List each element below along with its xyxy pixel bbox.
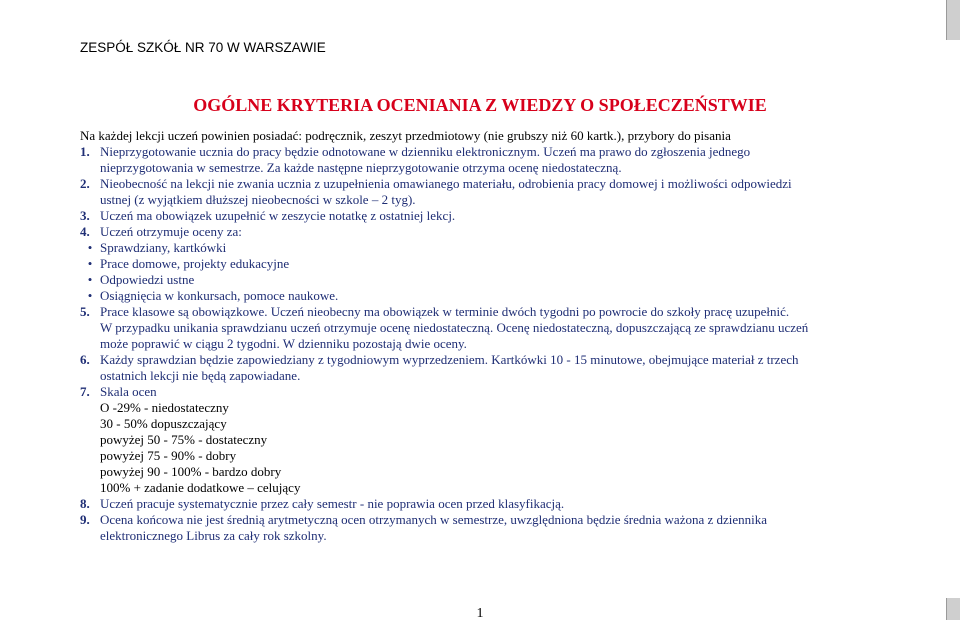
list-item bbox=[80, 512, 880, 528]
bullet-icon: • bbox=[87, 272, 93, 287]
scale-row: O -29% - niedostateczny bbox=[100, 400, 229, 415]
bullet-text: Odpowiedzi ustne bbox=[100, 272, 195, 287]
item-text-continued: ostatnich lekcji nie będą zapowiadane. bbox=[100, 368, 301, 383]
item-number: 4. bbox=[80, 224, 90, 239]
item-text: Ocena końcowa nie jest średnią arytmetyczną ocen otrzymanych w semestrze, uwzględniona będzie średnia ważona z dziennika bbox=[100, 512, 768, 527]
item-text: Prace klasowe są obowiązkowe. Uczeń nieobecny ma obowiązek w terminie dwóch tygodni po powrocie do szkoły pracę uzupełnić. bbox=[100, 304, 790, 319]
item-text-continued: nieprzygotowania w semestrze. Za każde następne nieprzygotowanie otrzyma ocenę niedostateczną. bbox=[100, 160, 622, 175]
bullet-icon: • bbox=[87, 256, 93, 271]
item-text: Nieobecność na lekcji nie zwania ucznia z uzupełnienia omawianego materiału, odrobienia pracy domowej i możliwości odpowiedzi bbox=[100, 176, 792, 191]
bullet-icon: • bbox=[87, 288, 93, 303]
item-number: 1. bbox=[80, 144, 90, 159]
bullet-item bbox=[80, 240, 880, 256]
bullet-icon: • bbox=[87, 240, 93, 255]
school-header: ZESPÓŁ SZKÓŁ NR 70 W WARSZAWIE bbox=[80, 40, 326, 55]
list-item bbox=[80, 352, 880, 368]
list-item bbox=[80, 496, 880, 512]
bullet-item bbox=[80, 256, 880, 272]
list-item bbox=[80, 208, 880, 224]
scale-row: powyżej 90 - 100% - bardzo dobry bbox=[100, 464, 282, 479]
item-number: 6. bbox=[80, 352, 90, 367]
page-number: 1 bbox=[476, 606, 484, 621]
bullet-text: Prace domowe, projekty edukacyjne bbox=[100, 256, 290, 271]
item-text-continued: ustnej (z wyjątkiem dłuższej nieobecności w szkole – 2 tyg). bbox=[100, 192, 416, 207]
scale-row: powyżej 50 - 75% - dostateczny bbox=[100, 432, 268, 447]
item-text-continued: może poprawić w ciągu 2 tygodni. W dzienniku pozostają dwie oceny. bbox=[100, 336, 467, 351]
list-item bbox=[80, 176, 880, 192]
item-text: Uczeń pracuje systematycznie przez cały semestr - nie poprawia ocen przed klasyfikacją. bbox=[100, 496, 565, 511]
bullet-item bbox=[80, 272, 880, 288]
item-text-continued: elektronicznego Librus za cały rok szkolny. bbox=[100, 528, 327, 543]
item-text: Uczeń otrzymuje oceny za: bbox=[100, 224, 242, 239]
item-text: Skala ocen bbox=[100, 384, 157, 399]
item-number: 5. bbox=[80, 304, 90, 319]
item-number: 2. bbox=[80, 176, 90, 191]
bullet-text: Sprawdziany, kartkówki bbox=[100, 240, 227, 255]
item-number: 8. bbox=[80, 496, 90, 511]
scale-row: 30 - 50% dopuszczający bbox=[100, 416, 227, 431]
item-number: 9. bbox=[80, 512, 90, 527]
intro-text: Na każdej lekcji uczeń powinien posiadać: podręcznik, zeszyt przedmiotowy (nie grubszy niż 60 kartk.), przybory do pisania bbox=[80, 128, 731, 143]
document-body bbox=[80, 128, 880, 544]
item-text: Uczeń ma obowiązek uzupełnić w zeszycie notatkę z ostatniej lekcj. bbox=[100, 208, 456, 223]
item-number: 3. bbox=[80, 208, 90, 223]
scroll-edge-top[interactable] bbox=[946, 0, 960, 40]
scale-row: 100% + zadanie dodatkowe – celujący bbox=[100, 480, 301, 495]
item-text-continued: W przypadku unikania sprawdzianu uczeń otrzymuje ocenę niedostateczną. Ocenę niedostateczną, dopuszczającą ze sprawdzianu uczeń bbox=[100, 320, 809, 335]
item-text: Nieprzygotowanie ucznia do pracy będzie odnotowane w dzienniku elektronicznym. Uczeń ma prawo do zgłoszenia jednego bbox=[100, 144, 751, 159]
list-item bbox=[80, 384, 880, 400]
list-item bbox=[80, 304, 880, 320]
document-title: OGÓLNE KRYTERIA OCENIANIA Z WIEDZY O SPOŁECZEŃSTWIE bbox=[193, 95, 767, 115]
scale-row: powyżej 75 - 90% - dobry bbox=[100, 448, 237, 463]
item-number: 7. bbox=[80, 384, 90, 399]
list-item bbox=[80, 144, 880, 160]
bullet-text: Osiągnięcia w konkursach, pomoce naukowe. bbox=[100, 288, 339, 303]
bullet-item bbox=[80, 288, 880, 304]
item-text: Każdy sprawdzian będzie zapowiedziany z tygodniowym wyprzedzeniem. Kartkówki 10 - 15 minutowe, obejmujące materiał z trzech bbox=[100, 352, 799, 367]
list-item bbox=[80, 224, 880, 240]
